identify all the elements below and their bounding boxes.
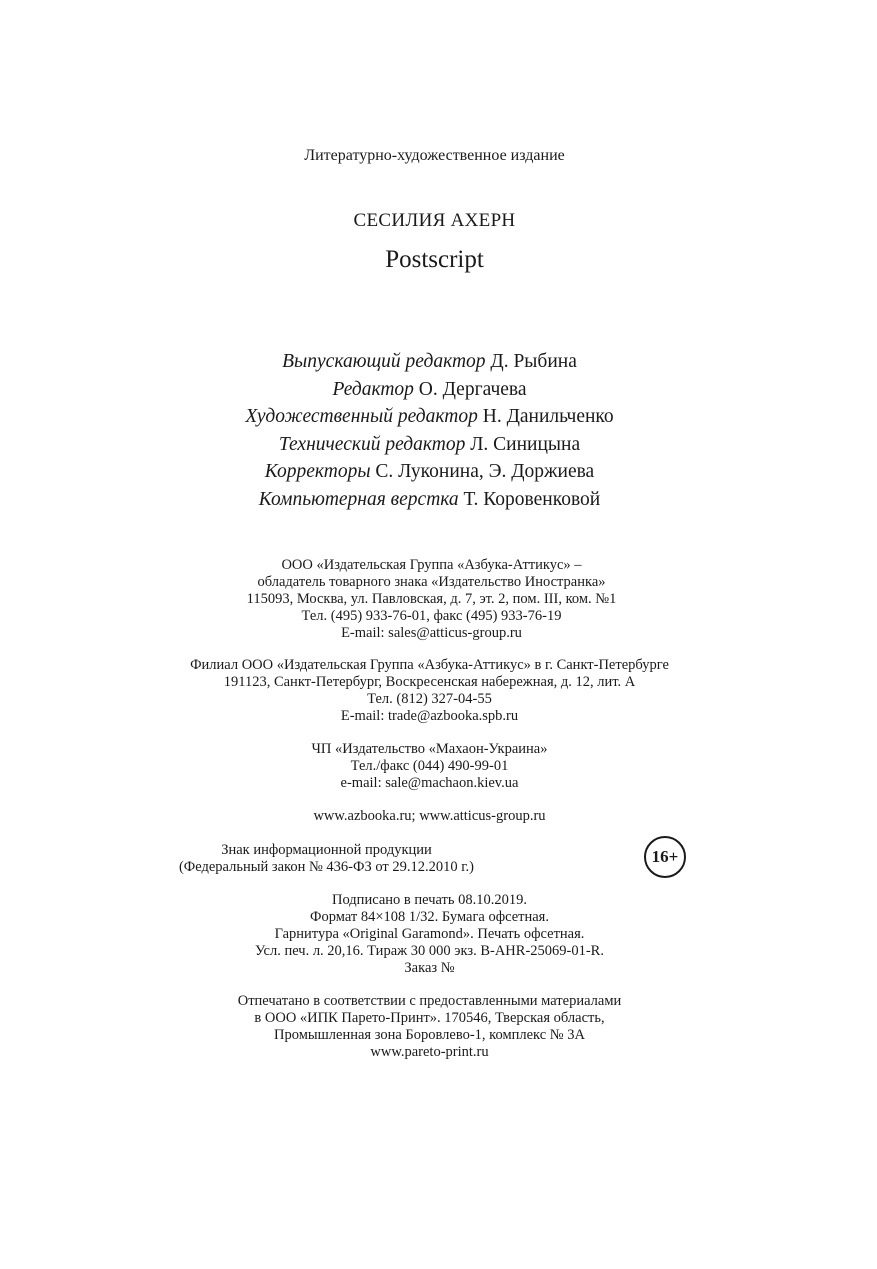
age-rating-badge: 16+ (644, 836, 686, 878)
publisher-line: 115093, Москва, ул. Павловская, д. 7, эт. 2, пом. III, ком. №1 (246, 591, 617, 607)
printing-details (0, 892, 868, 977)
notice-line: Знак информационной продукции (221, 842, 432, 858)
credit-person: Н. Данильченко (482, 406, 614, 427)
websites: www.azbooka.ru; www.atticus-group.ru (313, 808, 546, 824)
notice-line: (Федеральный закон № 436-ФЗ от 29.12.2010 г.) (178, 859, 475, 875)
credit-person: О. Дергачева (418, 378, 527, 400)
book-title: Postscript (385, 246, 484, 273)
credit-person: Л. Синицына (470, 433, 581, 455)
credit-line (0, 348, 868, 376)
publisher-info (0, 557, 870, 642)
printing-line: Усл. печ. л. 20,16. Тираж 30 000 экз. B-AHR-25069-01-R. (255, 943, 604, 959)
credit-role: Выпускающий редактор (282, 351, 486, 372)
credit-person: Д. Рыбина (490, 351, 577, 372)
author-name: СЕСИЛИЯ АХЕРН (353, 210, 516, 231)
credit-role: Художественный редактор (245, 406, 478, 427)
branch-line: E-mail: trade@azbooka.spb.ru (340, 708, 519, 724)
credit-line (0, 376, 868, 404)
credit-person: Т. Коровенковой (463, 488, 601, 510)
printer-line: www.pareto-print.ru (370, 1044, 489, 1060)
branch-info (0, 657, 868, 725)
printing-line: Гарнитура «Original Garamond». Печать офсетная. (274, 926, 585, 942)
printer-line: Промышленная зона Боровлево-1, комплекс № 3А (274, 1027, 585, 1043)
ukraine-line: e-mail: sale@machaon.kiev.ua (340, 775, 519, 791)
credit-line (0, 486, 868, 514)
publisher-line: ООО «Издательская Группа «Азбука-Аттикус» – (281, 557, 582, 573)
printing-line: Заказ № (404, 960, 455, 976)
credit-role: Компьютерная верстка (258, 488, 459, 510)
edition-type: Литературно-художественное издание (304, 147, 565, 164)
branch-line: Тел. (812) 327-04-55 (367, 691, 492, 707)
ukraine-line: ЧП «Издательство «Махаон-Украина» (311, 741, 548, 757)
credit-role: Корректоры (264, 461, 371, 482)
publisher-line: E-mail: sales@atticus-group.ru (341, 625, 522, 641)
credits-list (0, 348, 868, 513)
credit-person: С. Луконина, Э. Доржиева (375, 461, 595, 482)
printing-line: Подписано в печать 08.10.2019. (332, 892, 527, 908)
credit-line (0, 458, 868, 486)
printer-info (0, 993, 868, 1061)
credit-role: Технический редактор (278, 433, 466, 455)
branch-line: Филиал ООО «Издательская Группа «Азбука-Аттикус» в г. Санкт-Петербурге (190, 657, 669, 673)
credit-line (0, 403, 868, 431)
printing-line: Формат 84×108 1/32. Бумага офсетная. (310, 909, 549, 925)
branch-line: 191123, Санкт-Петербург, Воскресенская набережная, д. 12, лит. А (223, 674, 636, 690)
ukraine-distributor-info (0, 741, 868, 792)
publisher-line: Тел. (495) 933-76-01, факс (495) 933-76-19 (301, 608, 562, 624)
publisher-line: обладатель товарного знака «Издательство Иностранка» (257, 574, 606, 590)
ukraine-line: Тел./факс (044) 490-99-01 (350, 758, 509, 774)
printer-line: в ООО «ИПК Парето-Принт». 170546, Тверская область, (254, 1010, 605, 1026)
printer-line: Отпечатано в соответствии с предоставленными материалами (237, 993, 622, 1009)
credit-line (0, 431, 868, 459)
credit-role: Редактор (332, 378, 414, 400)
